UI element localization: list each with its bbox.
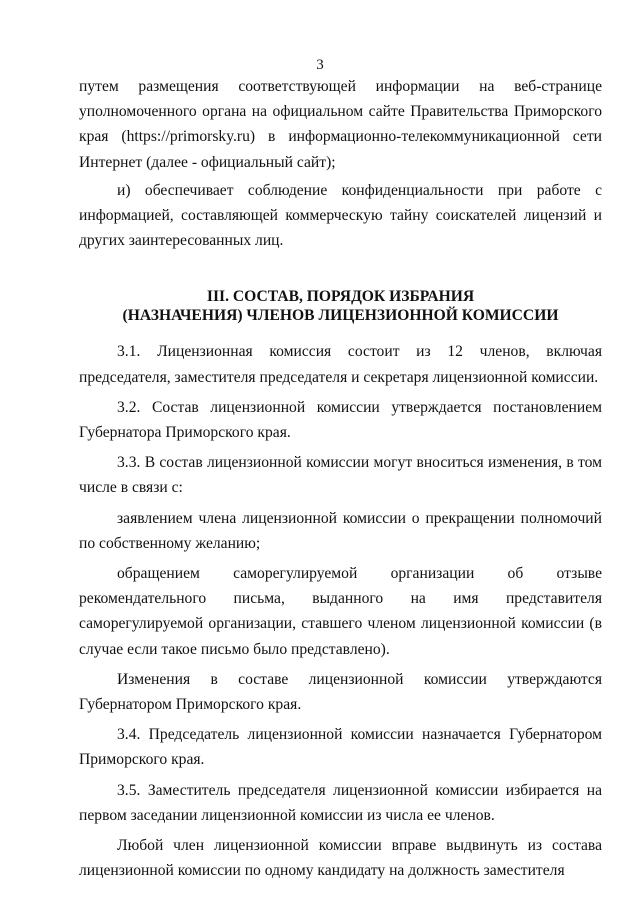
paragraph-3-2: 3.2. Состав лицензионной комиссии утверждается постановлением Губернатора Приморского края. [79, 398, 602, 442]
section-heading-line-1: III. СОСТАВ, ПОРЯДОК ИЗБРАНИЯ [206, 288, 475, 306]
page-number: 3 [316, 57, 324, 73]
paragraph-3-1: 3.1. Лицензионная комиссия состоит из 12 членов, включая председателя, заместителя председателя и секретаря лицензионной комиссии. [79, 343, 602, 386]
paragraph-3-3: 3.3. В состав лицензионной комиссии могут вноситься изменения, в том числе в связи с: [79, 454, 602, 497]
section-heading-line-2: (НАЗНАЧЕНИЯ) ЧЛЕНОВ ЛИЦЕНЗИОННОЙ КОМИССИИ [122, 307, 559, 325]
paragraph-item-i-confidentiality: и) обеспечивает соблюдение конфиденциальности при работе с информацией, составляющей коммерческую тайну соискателей лицензий и других заинтересованных лиц. [79, 181, 602, 250]
document-body [79, 74, 602, 883]
paragraph-publication-method: путем размещения соответствующей информации на веб-странице уполномоченного органа на официальном сайте Правительства Приморского края (https://primorsky.ru) в информационно-телекоммуникационной сети Интернет (далее - официальный сайт); [79, 78, 602, 171]
section-heading [79, 287, 602, 325]
paragraph-recommendation-withdrawal: обращением саморегулируемой организации об отзыве рекомендательного письма, выданного на имя представителя саморегулируемой организации, ставшего членом лицензионной комиссии (в случае если такое письмо было представлено). [79, 565, 602, 658]
paragraph-changes-approval: Изменения в составе лицензионной комиссии утверждаются Губернатором Приморского края. [79, 670, 602, 714]
paragraph-3-5: 3.5. Заместитель председателя лицензионной комиссии избирается на первом заседании лицензионной комиссии из числа ее членов. [79, 781, 602, 824]
paragraph-3-4: 3.4. Председатель лицензионной комиссии назначается Губернатором Приморского края. [79, 726, 602, 769]
paragraph-nomination: Любой член лицензионной комиссии вправе выдвинуть из состава лицензионной комиссии по одному кандидату на должность заместителя [79, 837, 602, 880]
paragraph-resignation: заявлением члена лицензионной комиссии о прекращении полномочий по собственному желанию; [79, 509, 602, 552]
